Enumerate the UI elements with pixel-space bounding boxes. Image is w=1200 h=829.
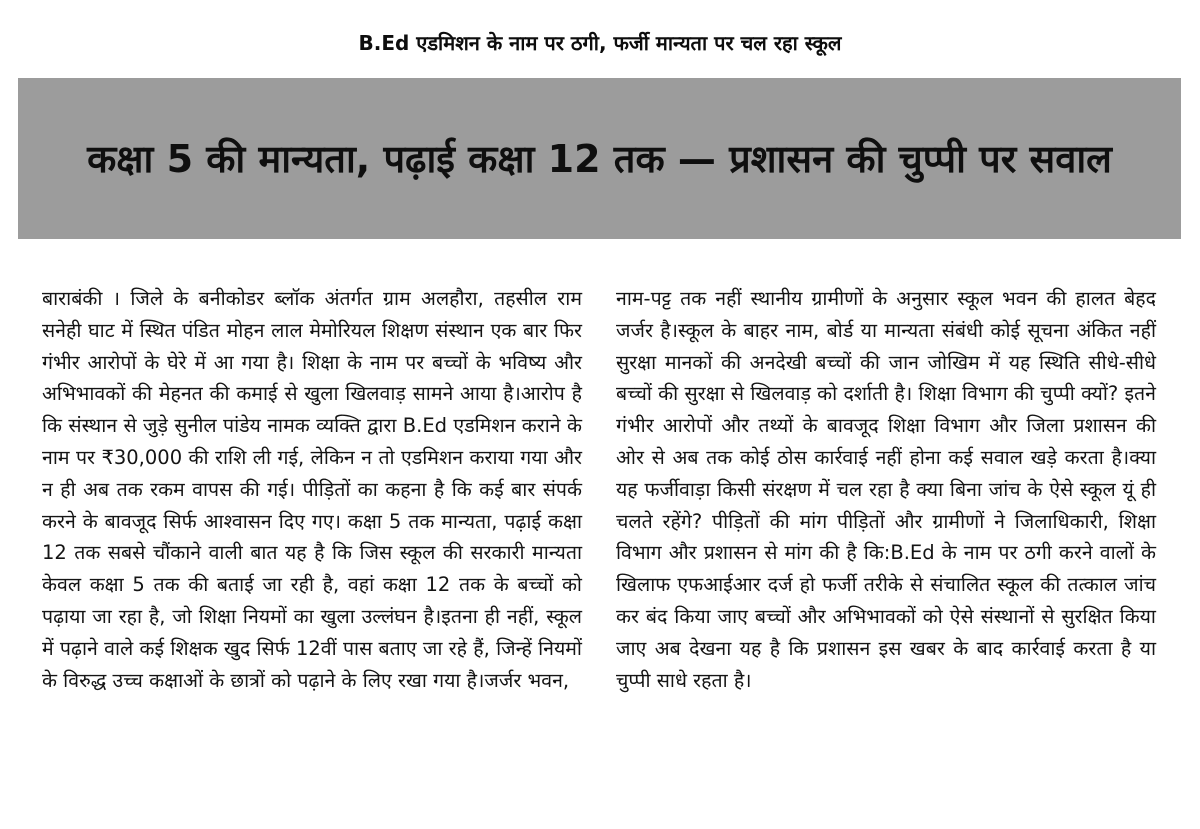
- subheadline: कक्षा 5 की मान्यता, पढ़ाई कक्षा 12 तक — प्रशासन की चुप्पी पर सवाल: [87, 136, 1112, 181]
- article-column-right: नाम-पट्ट तक नहीं स्थानीय ग्रामीणों के अनुसार स्कूल भवन की हालत बेहद जर्जर है।स्कूल के बाहर नाम, बोर्ड या मान्यता संबंधी कोई सूचना अंकित नहीं सुरक्षा मानकों की अनदेखी बच्चों की जान जोखिम में यह स्थिति सीधे-सीधे बच्चों की सुरक्षा से खिलवाड़ को दर्शाती है। शिक्षा विभाग की चुप्पी क्यों? इतने गंभीर आरोपों और तथ्यों के बावजूद शिक्षा विभाग और जिला प्रशासन की ओर से अब तक कोई ठोस कार्रवाई नहीं होना कई सवाल खड़े करता है।क्या यह फर्जीवाड़ा किसी संरक्षण में चल रहा है क्या बिना जांच के ऐसे स्कूल यूं ही चलते रहेंगे? पीड़ितों की मांग पीड़ितों और ग्रामीणों ने जिलाधिकारी, शिक्षा विभाग और प्रशासन से मांग की है कि:B.Ed के नाम पर ठगी करने वालों के खिलाफ एफआईआर दर्ज हो फर्जी तरीके से संचालित स्कूल की तत्काल जांच कर बंद किया जाए बच्चों और अभिभावकों को ऐसे संस्थानों से सुरक्षित किया जाए अब देखना यह है कि प्रशासन इस खबर के बाद कार्रवाई करता है या चुप्पी साधे रहता है।: [616, 287, 1156, 692]
- article-column-left: बाराबंकी । जिले के बनीकोडर ब्लॉक अंतर्गत ग्राम अलहौरा, तहसील राम सनेही घाट में स्थित पंडित मोहन लाल मेमोरियल शिक्षण संस्थान एक बार फिर गंभीर आरोपों के घेरे में आ गया है। शिक्षा के नाम पर बच्चों के भविष्य और अभिभावकों की मेहनत की कमाई से खुला खिलवाड़ सामने आया है।आरोप है कि संस्थान से जुड़े सुनील पांडेय नामक व्यक्ति द्वारा B.Ed एडमिशन कराने के नाम पर ₹30,000 की राशि ली गई, लेकिन न तो एडमिशन कराया गया और न ही अब तक रकम वापस की गई। पीड़ितों का कहना है कि कई बार संपर्क करने के बावजूद सिर्फ आश्वासन दिए गए। कक्षा 5 तक मान्यता, पढ़ाई कक्षा 12 तक सबसे चौंकाने वाली बात यह है कि जिस स्कूल की सरकारी मान्यता केवल कक्षा 5 तक की बताई जा रही है, वहां कक्षा 12 तक के बच्चों को पढ़ाया जा रहा है, जो शिक्षा नियमों का खुला उल्लंघन है।इतना ही नहीं, स्कूल में पढ़ाने वाले कई शिक्षक खुद सिर्फ 12वीं पास बताए जा रहे हैं, जिन्हें नियमों के विरुद्ध उच्च कक्षाओं के छात्रों को पढ़ाने के लिए रखा गया है।जर्जर भवन,: [42, 287, 582, 692]
- headline: B.Ed एडमिशन के नाम पर ठगी, फर्जी मान्यता पर चल रहा स्कूल: [358, 30, 842, 55]
- subheadline-band: [18, 78, 1181, 239]
